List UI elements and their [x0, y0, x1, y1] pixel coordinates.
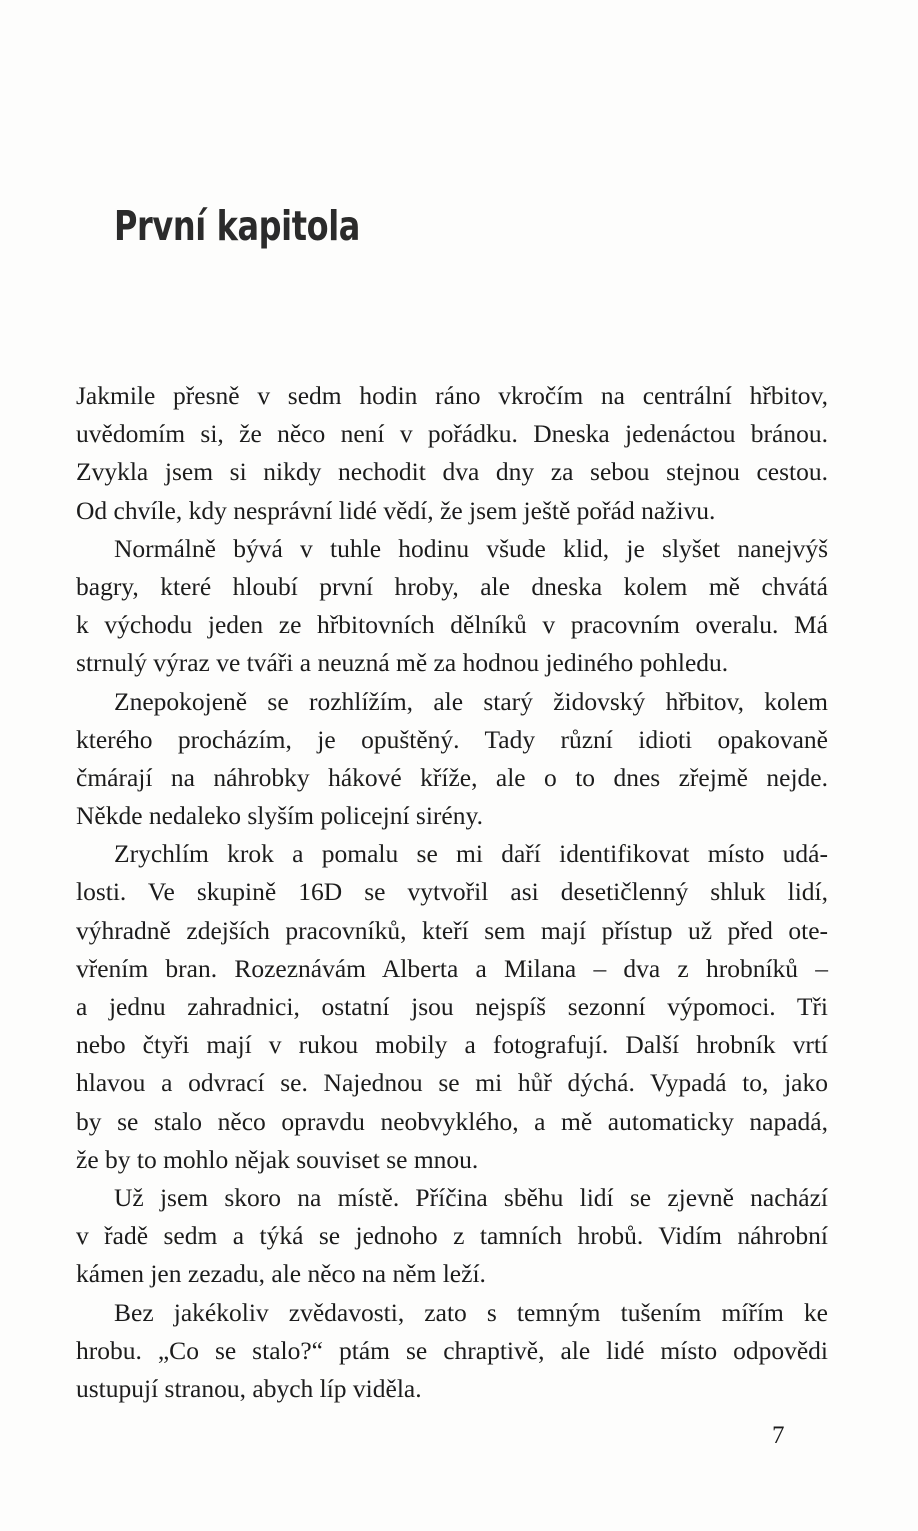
- text-line: nebo čtyři mají v rukou mobily a fotografují. Další hrobník vrtí: [76, 1030, 828, 1060]
- text-line: Jakmile přesně v sedm hodin ráno vkročím na centrální hřbitov,: [76, 381, 828, 410]
- body-text: [76, 377, 828, 1408]
- text-line: bagry, které hloubí první hroby, ale dneska kolem mě chvátá: [76, 571, 828, 601]
- paragraph-6: [76, 1294, 828, 1409]
- text-line: Normálně bývá v tuhle hodinu všude klid, je slyšet nanejvýš: [114, 533, 828, 563]
- text-line: by se stalo něco opravdu neobvyklého, a mě automaticky napadá,: [76, 1106, 828, 1136]
- text-line: losti. Ve skupině 16D se vytvořil asi desetičlenný shluk lidí,: [76, 877, 828, 907]
- text-line: Znepokojeně se rozhlížím, ale starý židovský hřbitov, kolem: [114, 686, 828, 716]
- text-line: Od chvíle, kdy nesprávní lidé vědí, že jsem ještě pořád naživu.: [76, 495, 716, 525]
- text-line: vřením bran. Rozeznávám Alberta a Milana – dva z hrobníků –: [76, 953, 828, 983]
- text-line: kámen jen zezadu, ale něco na něm leží.: [76, 1259, 486, 1289]
- text-line: výhradně zdejších pracovníků, kteří sem mají přístup už před ote-: [76, 915, 828, 945]
- text-line: hlavou a odvrací se. Najednou se mi hůř dýchá. Vypadá to, jako: [76, 1068, 828, 1098]
- text-line: Zvykla jsem si nikdy nechodit dva dny za sebou stejnou cestou.: [76, 457, 828, 487]
- text-line: strnulý výraz ve tváři a neuzná mě za hodnou jediného pohledu.: [76, 648, 729, 678]
- text-line: hrobu. „Co se stalo?“ ptám se chraptivě, ale lidé místo odpovědi: [76, 1335, 828, 1365]
- paragraph-3: [76, 683, 828, 836]
- text-line: a jednu zahradnici, ostatní jsou nejspíš sezonní výpomoci. Tři: [76, 992, 828, 1021]
- paragraph-1: [76, 377, 828, 530]
- page-number: 7: [772, 1422, 785, 1449]
- text-line: k východu jeden ze hřbitovních dělníků v pracovním overalu. Má: [76, 610, 828, 640]
- paragraph-2: [76, 530, 828, 683]
- text-line: kterého procházím, je opuštěný. Tady různí idioti opakovaně: [76, 724, 828, 754]
- text-line: uvědomím si, že něco není v pořádku. Dneska jedenáctou bránou.: [76, 419, 828, 449]
- text-line: Už jsem skoro na místě. Příčina sběhu lidí se zjevně nachází: [114, 1182, 828, 1212]
- text-line: Zrychlím krok a pomalu se mi daří identifikovat místo udá-: [114, 839, 828, 869]
- text-line: ustupují stranou, abych líp viděla.: [76, 1373, 422, 1403]
- text-line: čmárají na náhrobky hákové kříže, ale o to dnes zřejmě nejde.: [76, 762, 828, 792]
- paragraph-4: [76, 835, 828, 1179]
- text-line: Někde nedaleko slyším policejní sirény.: [76, 801, 483, 831]
- chapter-title: První kapitola: [114, 202, 360, 250]
- paragraph-5: [76, 1179, 828, 1294]
- text-line: v řadě sedm a týká se jednoho z tamních hrobů. Vidím náhrobní: [76, 1221, 828, 1251]
- text-line: Bez jakékoliv zvědavosti, zato s temným tušením mířím ke: [114, 1297, 828, 1327]
- text-line: že by to mohlo nějak souviset se mnou.: [76, 1144, 479, 1174]
